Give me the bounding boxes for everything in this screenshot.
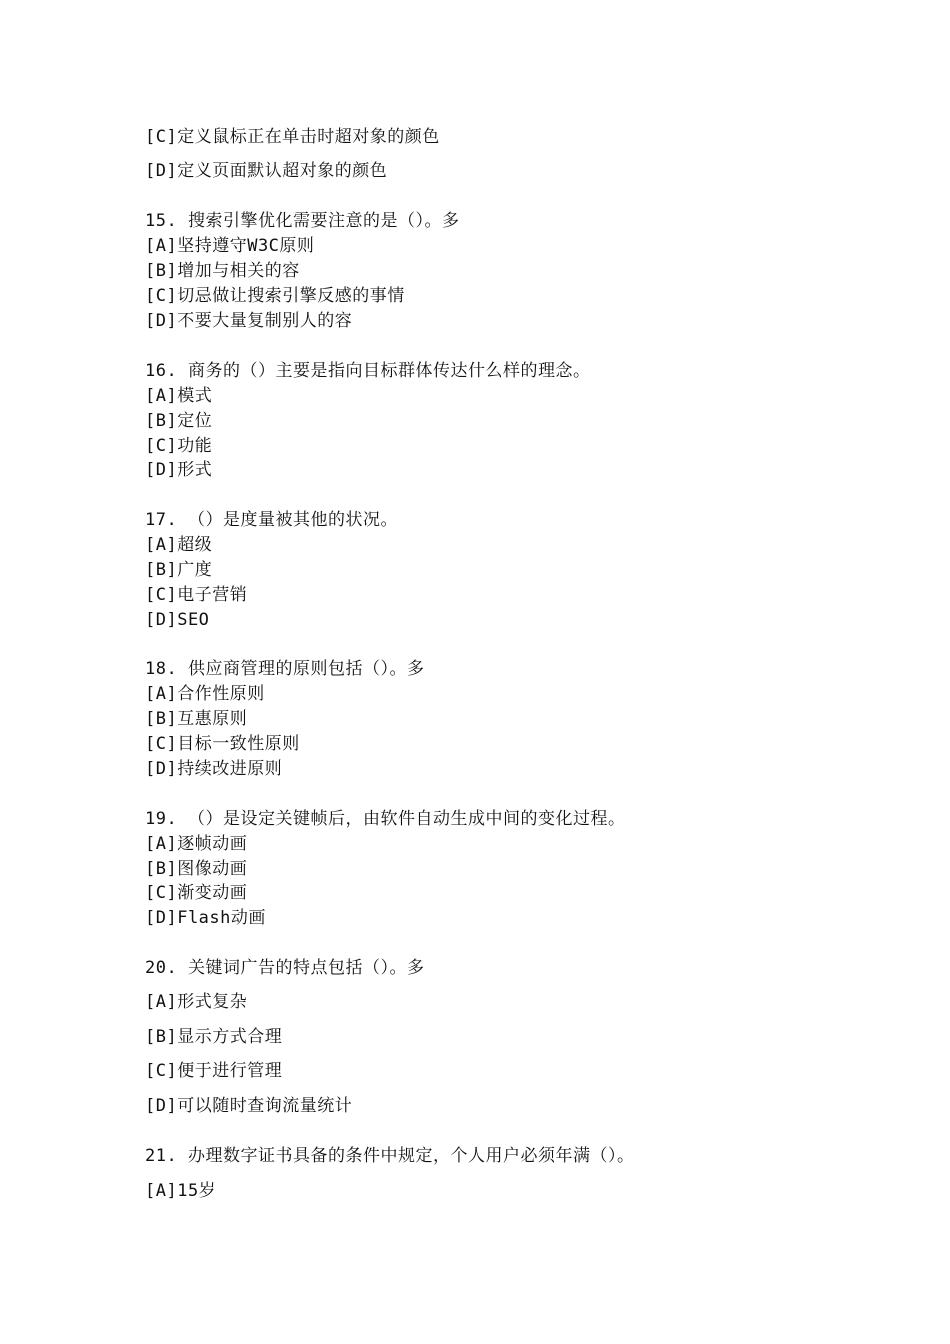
- question-16-stem: 16. 商务的（）主要是指向目标群体传达什么样的理念。: [145, 361, 591, 381]
- question-15-option-b: [B]增加与相关的容: [145, 261, 300, 281]
- question-19-stem: 19. （）是设定关键帧后，由软件自动生成中间的变化过程。: [145, 809, 626, 829]
- option-d: [D]定义页面默认超对象的颜色: [145, 161, 388, 181]
- question-20-option-d: [D]可以随时查询流量统计: [145, 1096, 353, 1116]
- question-19-option-c: [C]渐变动画: [145, 883, 248, 903]
- question-20-option-b: [B]显示方式合理: [145, 1027, 283, 1047]
- question-19-option-a: [A]逐帧动画: [145, 834, 248, 854]
- question-17-option-b: [B]广度: [145, 560, 213, 580]
- question-15-stem: 15. 搜索引擎优化需要注意的是（）。多: [145, 211, 460, 231]
- question-19-option-b: [B]图像动画: [145, 859, 248, 879]
- question-16-option-d: [D]形式: [145, 460, 213, 480]
- question-16-option-c: [C]功能: [145, 436, 213, 456]
- question-21-stem: 21. 办理数字证书具备的条件中规定，个人用户必须年满（）。: [145, 1146, 635, 1166]
- question-21-option-a: [A]15岁: [145, 1181, 217, 1201]
- question-19-option-d: [D]Flash动画: [145, 908, 266, 928]
- question-18-option-a: [A]合作性原则: [145, 684, 265, 704]
- question-16-option-b: [B]定位: [145, 411, 213, 431]
- question-15-option-c: [C]切忌做让搜索引擎反感的事情: [145, 286, 405, 306]
- question-17-stem: 17. （）是度量被其他的状况。: [145, 510, 398, 530]
- question-18-option-d: [D]持续改进原则: [145, 759, 283, 779]
- question-20-option-a: [A]形式复杂: [145, 992, 248, 1012]
- question-20-stem: 20. 关键词广告的特点包括（）。多: [145, 958, 425, 978]
- option-c: [C]定义鼠标正在单击时超对象的颜色: [145, 127, 440, 147]
- question-15-option-a: [A]坚持遵守W3C原则: [145, 236, 315, 256]
- question-15-option-d: [D]不要大量复制别人的容: [145, 311, 353, 331]
- question-17-option-c: [C]电子营销: [145, 585, 248, 605]
- question-16-option-a: [A]模式: [145, 386, 213, 406]
- question-20-option-c: [C]便于进行管理: [145, 1061, 283, 1081]
- question-17-option-a: [A]超级: [145, 535, 213, 555]
- question-18-stem: 18. 供应商管理的原则包括（）。多: [145, 659, 425, 679]
- question-17-option-d: [D]SEO: [145, 610, 210, 630]
- question-18-option-b: [B]互惠原则: [145, 709, 248, 729]
- question-18-option-c: [C]目标一致性原则: [145, 734, 300, 754]
